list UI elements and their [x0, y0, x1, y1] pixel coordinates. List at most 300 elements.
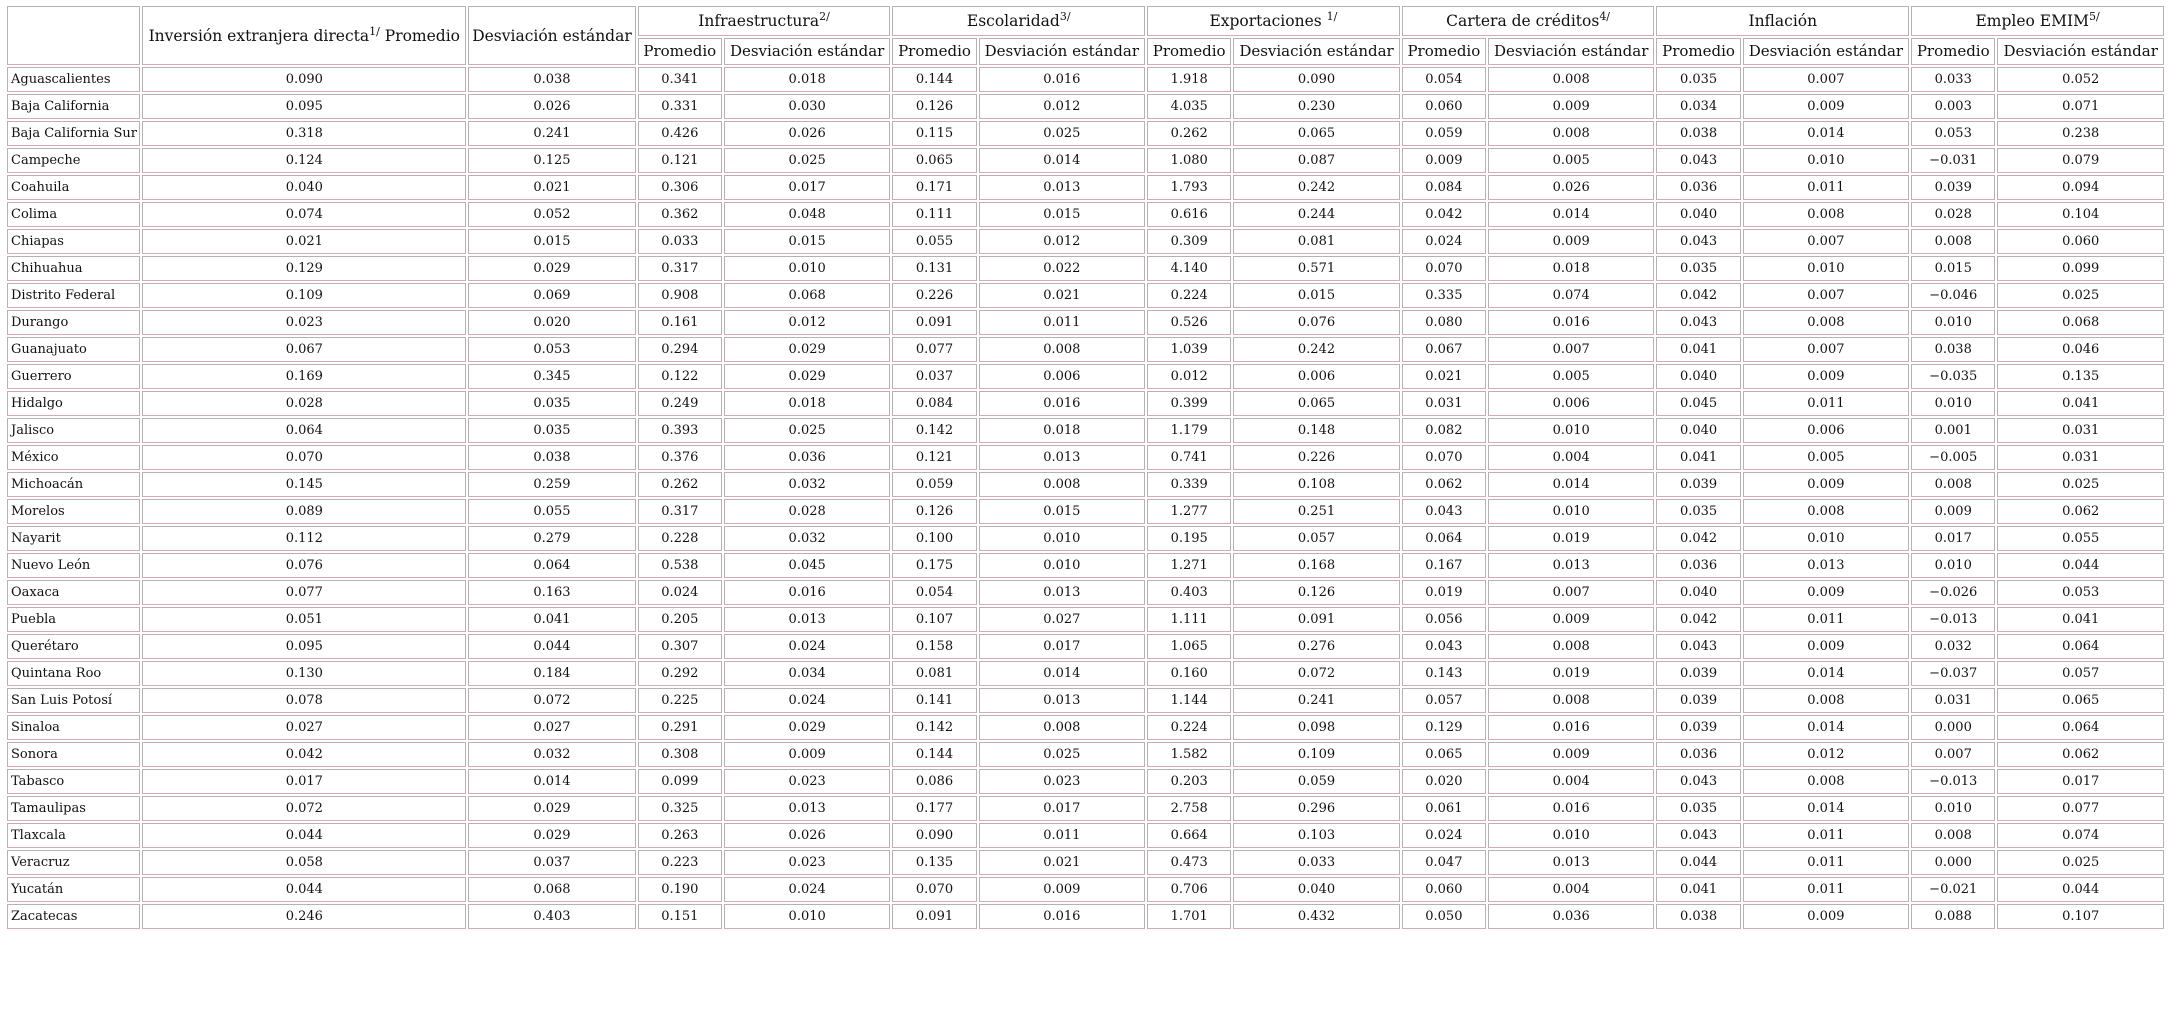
- value-cell: 0.262: [638, 472, 722, 497]
- value-cell: 0.091: [892, 904, 976, 929]
- state-name-cell: Zacatecas: [7, 904, 140, 929]
- value-cell: 0.070: [1402, 256, 1486, 281]
- value-cell: 0.294: [638, 337, 722, 362]
- table-row: [7, 904, 2164, 929]
- state-name-cell: Chiapas: [7, 229, 140, 254]
- value-cell: 0.000: [1911, 850, 1995, 875]
- value-cell: 0.163: [468, 580, 635, 605]
- value-cell: 0.244: [1233, 202, 1399, 227]
- value-cell: 0.015: [1911, 256, 1995, 281]
- value-cell: 0.025: [1997, 472, 2164, 497]
- value-cell: 0.087: [1233, 148, 1399, 173]
- value-cell: 0.026: [724, 823, 890, 848]
- corner-cell: [7, 6, 140, 65]
- value-cell: 0.058: [142, 850, 466, 875]
- value-cell: 0.010: [1743, 526, 1909, 551]
- value-cell: 0.023: [724, 850, 890, 875]
- value-cell: 0.026: [468, 94, 635, 119]
- value-cell: 0.099: [638, 769, 722, 794]
- value-cell: 0.094: [1997, 175, 2164, 200]
- value-cell: 0.009: [1743, 904, 1909, 929]
- value-cell: 0.014: [1488, 202, 1654, 227]
- value-cell: 0.070: [892, 877, 976, 902]
- value-cell: 0.057: [1233, 526, 1399, 551]
- value-cell: 0.246: [142, 904, 466, 929]
- value-cell: 0.010: [1911, 310, 1995, 335]
- value-cell: 0.008: [1488, 688, 1654, 713]
- value-cell: 0.013: [1488, 850, 1654, 875]
- value-cell: 0.065: [1233, 391, 1399, 416]
- value-cell: 0.399: [1147, 391, 1231, 416]
- value-cell: 0.008: [1911, 229, 1995, 254]
- value-cell: 0.072: [142, 796, 466, 821]
- value-cell: 0.251: [1233, 499, 1399, 524]
- value-cell: 0.291: [638, 715, 722, 740]
- value-cell: 0.099: [1997, 256, 2164, 281]
- value-cell: 0.015: [979, 499, 1145, 524]
- table-row: [7, 850, 2164, 875]
- value-cell: 0.028: [142, 391, 466, 416]
- state-name-cell: Guanajuato: [7, 337, 140, 362]
- value-cell: 0.007: [1488, 337, 1654, 362]
- state-name-cell: Oaxaca: [7, 580, 140, 605]
- state-name-cell: Tamaulipas: [7, 796, 140, 821]
- value-cell: 0.076: [142, 553, 466, 578]
- table-row: [7, 202, 2164, 227]
- value-cell: 0.021: [979, 850, 1145, 875]
- value-cell: 0.006: [1488, 391, 1654, 416]
- value-cell: 0.011: [1743, 823, 1909, 848]
- value-cell: 0.538: [638, 553, 722, 578]
- value-cell: 0.027: [979, 607, 1145, 632]
- value-cell: 0.060: [1402, 94, 1486, 119]
- value-cell: 0.014: [979, 148, 1145, 173]
- value-cell: 0.028: [724, 499, 890, 524]
- state-name-cell: Aguascalientes: [7, 67, 140, 92]
- value-cell: 0.042: [1656, 283, 1740, 308]
- value-cell: 0.029: [724, 337, 890, 362]
- value-cell: 0.249: [638, 391, 722, 416]
- state-name-cell: Morelos: [7, 499, 140, 524]
- value-cell: 0.362: [638, 202, 722, 227]
- value-cell: −0.046: [1911, 283, 1995, 308]
- value-cell: 0.055: [892, 229, 976, 254]
- value-cell: 0.007: [1488, 580, 1654, 605]
- value-cell: 0.032: [1911, 634, 1995, 659]
- value-cell: 0.074: [1997, 823, 2164, 848]
- value-cell: 0.126: [892, 499, 976, 524]
- value-cell: 0.018: [1488, 256, 1654, 281]
- header-group-note: 4/: [1599, 10, 1611, 23]
- value-cell: 0.403: [468, 904, 635, 929]
- table-row: [7, 877, 2164, 902]
- value-cell: 0.036: [1656, 742, 1740, 767]
- value-cell: 0.126: [892, 94, 976, 119]
- value-cell: 0.741: [1147, 445, 1231, 470]
- value-cell: 0.040: [1656, 580, 1740, 605]
- value-cell: 0.052: [1997, 67, 2164, 92]
- value-cell: 0.013: [979, 688, 1145, 713]
- value-cell: 0.167: [1402, 553, 1486, 578]
- value-cell: 0.025: [724, 418, 890, 443]
- value-cell: 0.121: [892, 445, 976, 470]
- state-name-cell: Durango: [7, 310, 140, 335]
- value-cell: 0.079: [1997, 148, 2164, 173]
- value-cell: −0.026: [1911, 580, 1995, 605]
- value-cell: 0.223: [638, 850, 722, 875]
- value-cell: 0.050: [1402, 904, 1486, 929]
- header-group-escolaridad: [892, 6, 1145, 36]
- value-cell: 0.009: [1743, 472, 1909, 497]
- value-cell: 0.090: [142, 67, 466, 92]
- value-cell: 0.010: [1911, 391, 1995, 416]
- value-cell: 0.061: [1402, 796, 1486, 821]
- table-row: [7, 175, 2164, 200]
- value-cell: 0.033: [1911, 67, 1995, 92]
- value-cell: 0.043: [1656, 634, 1740, 659]
- value-cell: 0.151: [638, 904, 722, 929]
- value-cell: 0.131: [892, 256, 976, 281]
- value-cell: 0.012: [979, 229, 1145, 254]
- value-cell: 0.059: [1402, 121, 1486, 146]
- value-cell: 0.014: [1743, 796, 1909, 821]
- value-cell: 0.048: [724, 202, 890, 227]
- value-cell: 0.169: [142, 364, 466, 389]
- value-cell: 0.017: [979, 634, 1145, 659]
- value-cell: 0.024: [724, 634, 890, 659]
- value-cell: 0.051: [142, 607, 466, 632]
- value-cell: 0.053: [1997, 580, 2164, 605]
- header-group-note: 5/: [2088, 10, 2100, 23]
- value-cell: 0.225: [638, 688, 722, 713]
- value-cell: 0.228: [638, 526, 722, 551]
- table-row: [7, 94, 2164, 119]
- value-cell: 0.325: [638, 796, 722, 821]
- value-cell: −0.035: [1911, 364, 1995, 389]
- value-cell: 0.031: [1997, 445, 2164, 470]
- header-ied-label: Inversión extranjera directa: [148, 26, 370, 45]
- value-cell: 4.035: [1147, 94, 1231, 119]
- value-cell: −0.037: [1911, 661, 1995, 686]
- value-cell: 0.056: [1402, 607, 1486, 632]
- value-cell: 0.037: [468, 850, 635, 875]
- table-row: [7, 715, 2164, 740]
- value-cell: 0.040: [1656, 364, 1740, 389]
- value-cell: 0.276: [1233, 634, 1399, 659]
- value-cell: 0.034: [1656, 94, 1740, 119]
- value-cell: 0.345: [468, 364, 635, 389]
- value-cell: 0.009: [724, 742, 890, 767]
- value-cell: 0.341: [638, 67, 722, 92]
- table-row: [7, 661, 2164, 686]
- value-cell: 0.019: [1488, 526, 1654, 551]
- value-cell: 0.160: [1147, 661, 1231, 686]
- value-cell: 0.015: [468, 229, 635, 254]
- value-cell: 0.015: [1233, 283, 1399, 308]
- table-row: [7, 391, 2164, 416]
- value-cell: 0.041: [1656, 445, 1740, 470]
- state-name-cell: Michoacán: [7, 472, 140, 497]
- value-cell: 0.011: [1743, 175, 1909, 200]
- value-cell: 0.070: [142, 445, 466, 470]
- value-cell: 0.109: [142, 283, 466, 308]
- value-cell: 0.043: [1656, 310, 1740, 335]
- value-cell: 0.142: [892, 418, 976, 443]
- value-cell: 0.026: [1488, 175, 1654, 200]
- value-cell: 0.103: [1233, 823, 1399, 848]
- value-cell: 0.038: [468, 67, 635, 92]
- value-cell: 0.013: [979, 580, 1145, 605]
- value-cell: 0.077: [1997, 796, 2164, 821]
- value-cell: 0.040: [1656, 418, 1740, 443]
- value-cell: 0.031: [1997, 418, 2164, 443]
- value-cell: 0.035: [1656, 67, 1740, 92]
- value-cell: 0.064: [1997, 715, 2164, 740]
- value-cell: 0.047: [1402, 850, 1486, 875]
- value-cell: 0.040: [1656, 202, 1740, 227]
- value-cell: 0.010: [724, 256, 890, 281]
- value-cell: 0.016: [979, 391, 1145, 416]
- value-cell: 0.040: [142, 175, 466, 200]
- value-cell: 0.010: [1743, 256, 1909, 281]
- value-cell: 0.044: [1997, 553, 2164, 578]
- value-cell: 0.095: [142, 94, 466, 119]
- header-group-empleo: [1911, 6, 2164, 36]
- value-cell: 0.084: [892, 391, 976, 416]
- value-cell: 0.010: [1488, 418, 1654, 443]
- value-cell: 0.029: [468, 823, 635, 848]
- value-cell: 0.023: [142, 310, 466, 335]
- value-cell: 1.065: [1147, 634, 1231, 659]
- value-cell: 0.292: [638, 661, 722, 686]
- value-cell: 0.010: [1488, 499, 1654, 524]
- value-cell: 0.393: [638, 418, 722, 443]
- header-group-note: 1/: [1326, 10, 1338, 23]
- state-name-cell: Chihuahua: [7, 256, 140, 281]
- value-cell: 0.009: [1743, 364, 1909, 389]
- value-cell: 0.145: [142, 472, 466, 497]
- value-cell: 0.308: [638, 742, 722, 767]
- value-cell: 0.039: [1656, 715, 1740, 740]
- table-row: [7, 742, 2164, 767]
- value-cell: 0.091: [892, 310, 976, 335]
- value-cell: 0.014: [468, 769, 635, 794]
- value-cell: −0.021: [1911, 877, 1995, 902]
- value-cell: 0.014: [1743, 715, 1909, 740]
- value-cell: 0.011: [1743, 607, 1909, 632]
- value-cell: 0.055: [468, 499, 635, 524]
- table-row: [7, 256, 2164, 281]
- value-cell: 0.017: [979, 796, 1145, 821]
- value-cell: 0.001: [1911, 418, 1995, 443]
- value-cell: 0.017: [724, 175, 890, 200]
- value-cell: 0.010: [979, 553, 1145, 578]
- header-row-groups: [7, 6, 2164, 36]
- value-cell: 0.014: [1743, 121, 1909, 146]
- value-cell: 0.224: [1147, 283, 1231, 308]
- state-name-cell: Querétaro: [7, 634, 140, 659]
- value-cell: 0.238: [1997, 121, 2164, 146]
- value-cell: 0.013: [724, 796, 890, 821]
- subheader-desviacion: Desviación estándar: [1997, 38, 2164, 65]
- value-cell: 0.032: [468, 742, 635, 767]
- value-cell: 0.055: [1997, 526, 2164, 551]
- value-cell: 0.064: [1402, 526, 1486, 551]
- value-cell: 0.171: [892, 175, 976, 200]
- header-group-cartera: [1402, 6, 1655, 36]
- value-cell: 0.000: [1911, 715, 1995, 740]
- value-cell: 1.080: [1147, 148, 1231, 173]
- value-cell: 0.242: [1233, 337, 1399, 362]
- value-cell: 0.067: [1402, 337, 1486, 362]
- state-name-cell: Nuevo León: [7, 553, 140, 578]
- header-group-note: 2/: [819, 10, 830, 23]
- value-cell: 0.065: [1402, 742, 1486, 767]
- header-group-infraestructura: [638, 6, 891, 36]
- value-cell: 0.124: [142, 148, 466, 173]
- value-cell: 0.044: [142, 823, 466, 848]
- value-cell: 0.526: [1147, 310, 1231, 335]
- value-cell: 0.044: [142, 877, 466, 902]
- value-cell: 0.064: [142, 418, 466, 443]
- value-cell: 0.029: [724, 715, 890, 740]
- statistics-table: [5, 4, 2166, 931]
- state-name-cell: Baja California: [7, 94, 140, 119]
- value-cell: 0.108: [1233, 472, 1399, 497]
- value-cell: 0.065: [1997, 688, 2164, 713]
- value-cell: 0.010: [724, 904, 890, 929]
- table-row: [7, 229, 2164, 254]
- value-cell: 0.043: [1402, 499, 1486, 524]
- value-cell: 0.038: [1911, 337, 1995, 362]
- value-cell: 0.024: [1402, 823, 1486, 848]
- header-group-exportaciones: [1147, 6, 1400, 36]
- table-row: [7, 499, 2164, 524]
- value-cell: 0.008: [979, 337, 1145, 362]
- state-name-cell: México: [7, 445, 140, 470]
- value-cell: 0.019: [1488, 661, 1654, 686]
- value-cell: 0.009: [1488, 94, 1654, 119]
- value-cell: 0.177: [892, 796, 976, 821]
- value-cell: 0.016: [1488, 310, 1654, 335]
- value-cell: 0.706: [1147, 877, 1231, 902]
- subheader-promedio: Promedio: [892, 38, 976, 65]
- value-cell: 0.016: [1488, 715, 1654, 740]
- value-cell: 0.011: [1743, 850, 1909, 875]
- value-cell: 0.017: [1911, 526, 1995, 551]
- value-cell: 0.006: [1743, 418, 1909, 443]
- value-cell: 0.007: [1911, 742, 1995, 767]
- value-cell: 0.024: [638, 580, 722, 605]
- value-cell: 0.044: [1656, 850, 1740, 875]
- value-cell: 0.013: [1488, 553, 1654, 578]
- value-cell: 0.571: [1233, 256, 1399, 281]
- value-cell: 0.331: [638, 94, 722, 119]
- value-cell: 0.012: [1743, 742, 1909, 767]
- value-cell: 0.010: [979, 526, 1145, 551]
- value-cell: 0.076: [1233, 310, 1399, 335]
- value-cell: 0.135: [892, 850, 976, 875]
- header-group-label: Infraestructura: [698, 12, 820, 30]
- value-cell: 4.140: [1147, 256, 1231, 281]
- value-cell: 0.010: [1488, 823, 1654, 848]
- value-cell: 0.057: [1402, 688, 1486, 713]
- subheader-desviacion: Desviación estándar: [1488, 38, 1654, 65]
- subheader-promedio: Promedio: [1147, 38, 1231, 65]
- value-cell: 0.025: [1997, 850, 2164, 875]
- value-cell: 0.004: [1488, 877, 1654, 902]
- subheader-promedio: Promedio: [1656, 38, 1740, 65]
- value-cell: 0.021: [1402, 364, 1486, 389]
- header-ied-desviacion: Desviación estándar: [468, 6, 635, 65]
- value-cell: 0.036: [1488, 904, 1654, 929]
- value-cell: 0.078: [142, 688, 466, 713]
- value-cell: 0.008: [1743, 202, 1909, 227]
- value-cell: 0.141: [892, 688, 976, 713]
- value-cell: 0.053: [1911, 121, 1995, 146]
- state-name-cell: Coahuila: [7, 175, 140, 200]
- value-cell: −0.031: [1911, 148, 1995, 173]
- value-cell: 0.241: [1233, 688, 1399, 713]
- value-cell: 0.029: [468, 256, 635, 281]
- value-cell: 0.044: [468, 634, 635, 659]
- value-cell: 0.107: [1997, 904, 2164, 929]
- value-cell: 0.121: [638, 148, 722, 173]
- header-group-label: Empleo EMIM: [1975, 12, 2089, 30]
- value-cell: 0.148: [1233, 418, 1399, 443]
- table-row: [7, 526, 2164, 551]
- value-cell: 0.024: [724, 688, 890, 713]
- value-cell: 0.005: [1488, 148, 1654, 173]
- value-cell: 0.307: [638, 634, 722, 659]
- value-cell: 0.010: [1911, 553, 1995, 578]
- value-cell: 0.036: [1656, 553, 1740, 578]
- value-cell: 0.005: [1743, 445, 1909, 470]
- value-cell: 0.008: [1488, 634, 1654, 659]
- header-ied: [142, 6, 466, 65]
- value-cell: 0.068: [468, 877, 635, 902]
- value-cell: 0.027: [142, 715, 466, 740]
- value-cell: 0.142: [892, 715, 976, 740]
- value-cell: 0.125: [468, 148, 635, 173]
- value-cell: 0.038: [468, 445, 635, 470]
- value-cell: 0.060: [1402, 877, 1486, 902]
- value-cell: 0.016: [979, 67, 1145, 92]
- value-cell: 0.054: [1402, 67, 1486, 92]
- value-cell: 0.016: [724, 580, 890, 605]
- value-cell: 0.035: [468, 391, 635, 416]
- state-name-cell: Puebla: [7, 607, 140, 632]
- value-cell: 0.376: [638, 445, 722, 470]
- state-name-cell: Tabasco: [7, 769, 140, 794]
- subheader-promedio: Promedio: [638, 38, 722, 65]
- value-cell: 0.036: [1656, 175, 1740, 200]
- value-cell: 0.022: [979, 256, 1145, 281]
- value-cell: 0.043: [1656, 769, 1740, 794]
- value-cell: 0.012: [979, 94, 1145, 119]
- value-cell: 0.003: [1911, 94, 1995, 119]
- state-name-cell: Distrito Federal: [7, 283, 140, 308]
- value-cell: 0.042: [142, 742, 466, 767]
- value-cell: 0.037: [892, 364, 976, 389]
- value-cell: 0.296: [1233, 796, 1399, 821]
- value-cell: 0.403: [1147, 580, 1231, 605]
- value-cell: 0.080: [1402, 310, 1486, 335]
- header-group-label: Escolaridad: [966, 12, 1060, 30]
- value-cell: 0.006: [979, 364, 1145, 389]
- subheader-desviacion: Desviación estándar: [724, 38, 890, 65]
- value-cell: 0.432: [1233, 904, 1399, 929]
